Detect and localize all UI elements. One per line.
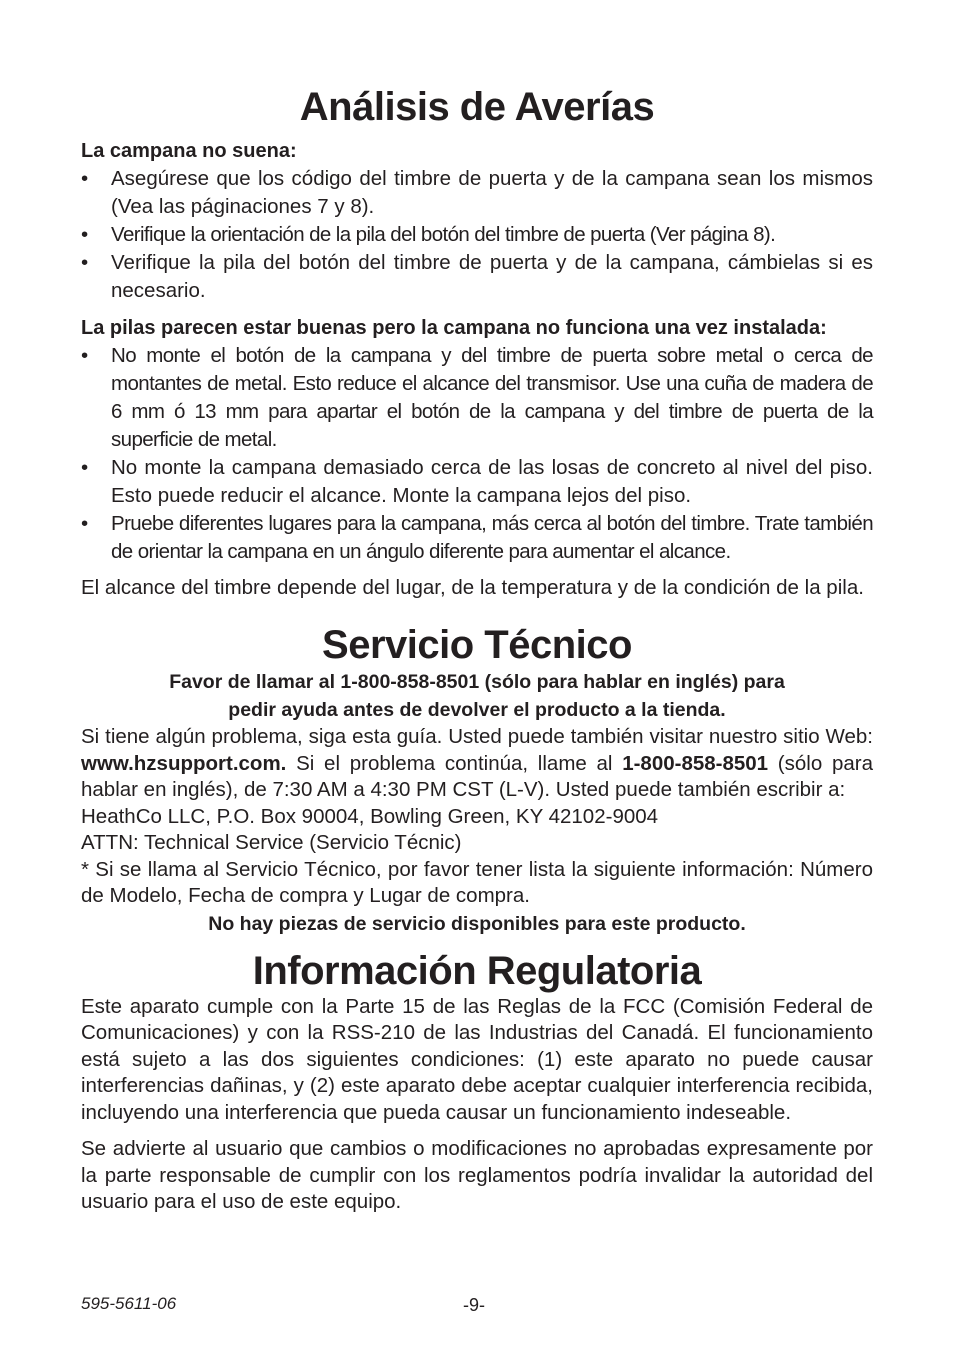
regulatory-paragraph-1: Este aparato cumple con la Parte 15 de las Reglas de la FCC (Comisión Federal de Comunicaciones) y con la RSS-210 de las Industrias del Canadá. El funcionamiento está sujeto a las dos siguientes condiciones: (1) este aparato no puede causar interferencias dañinas, y (2) este aparato debe aceptar cualquier interferencia recibida, incluyendo una interferencia que pueda causar un funcionamiento indeseable. xyxy=(81,994,873,1124)
document-number: 595-5611-06 xyxy=(81,1294,177,1313)
bullet-list-1 xyxy=(81,165,873,305)
phone-number: 1-800-858-8501 xyxy=(622,751,769,775)
bullet-list-2 xyxy=(81,342,873,566)
list-item: • No monte la campana demasiado cerca de las losas de concreto al nivel del piso. Esto puede reducir el alcance. Monte la campana lejos del piso. xyxy=(81,456,873,507)
no-parts-note: No hay piezas de servicio disponibles para este producto. xyxy=(208,912,746,935)
list-item: • No monte el botón de la campana y del timbre de puerta sobre metal o cerca de montantes de metal. Esto reduce el alcance del transmisor. Use una cuña de madera de 6 mm ó 13 mm para apartar el botón de la campana y del timbre de puerta de la superficie de metal. xyxy=(81,344,873,451)
bullet-icon: • xyxy=(81,251,89,274)
address-line-1: HeathCo LLC, P.O. Box 90004, Bowling Green, KY 42102-9004 xyxy=(81,804,659,828)
bullet-icon: • xyxy=(81,167,89,190)
section-title-troubleshooting: Análisis de Averías xyxy=(299,85,655,129)
bullet-icon: • xyxy=(81,456,89,479)
list-item: • Pruebe diferentes lugares para la campana, más cerca al botón del timbre. Trate también de orientar la campana en un ángulo diferente para aumentar el alcance. xyxy=(81,512,873,563)
section-title-tech-service: Servicio Técnico xyxy=(322,623,632,667)
website-link[interactable]: www.hzsupport.com. xyxy=(81,751,287,775)
page-number: -9- xyxy=(463,1295,485,1315)
bullet-icon: • xyxy=(81,344,88,367)
address-line-2: ATTN: Technical Service (Servicio Técnic) xyxy=(81,831,462,854)
list-item: • Verifique la orientación de la pila del botón del timbre de puerta (Ver página 8). xyxy=(81,221,873,249)
callout-line-1: Favor de llamar al 1-800-858-8501 (sólo para hablar en inglés) para xyxy=(169,671,785,693)
list-item: • Verifique la pila del botón del timbre de puerta y de la campana, cámbielas si es necesario. xyxy=(81,251,873,302)
document-page xyxy=(81,0,873,1216)
range-note: El alcance del timbre depende del lugar, de la temperatura y de la condición de la pila. xyxy=(81,576,864,599)
section-title-regulatory: Información Regulatoria xyxy=(252,948,702,993)
list-item: • Asegúrese que los código del timbre de puerta y de la campana sean los mismos (Vea las páginaciones 7 y 8). xyxy=(81,167,873,218)
support-paragraph: Si tiene algún problema, siga esta guía. Usted puede también visitar nuestro sitio Web: www.hzsupport.com. Si el problema continúa, llame al 1-800-858-8501 (sólo para hablar en inglés), de 7:30 AM a 4:30 PM CST (L-V). Usted puede también escribir a: xyxy=(81,725,873,801)
regulatory-paragraph-2: Se advierte al usuario que cambios o modificaciones no aprobadas expresamente por la parte responsable de cumplir con los reglamentos podría invalidar la autoridad del usuario para el uso de este equipo. xyxy=(81,1137,873,1213)
bullet-icon: • xyxy=(81,512,88,535)
subheading-batteries-ok: La pilas parecen estar buenas pero la campana no funciona una vez instalada: xyxy=(81,317,827,339)
info-note: * Si se llama al Servicio Técnico, por favor tener lista la siguiente información: Número de Modelo, Fecha de compra y Lugar de compra. xyxy=(81,857,873,907)
bullet-icon: • xyxy=(81,223,88,246)
callout-line-2: pedir ayuda antes de devolver el producto a la tienda. xyxy=(228,699,726,721)
subheading-chime-not-ringing: La campana no suena: xyxy=(81,140,297,162)
